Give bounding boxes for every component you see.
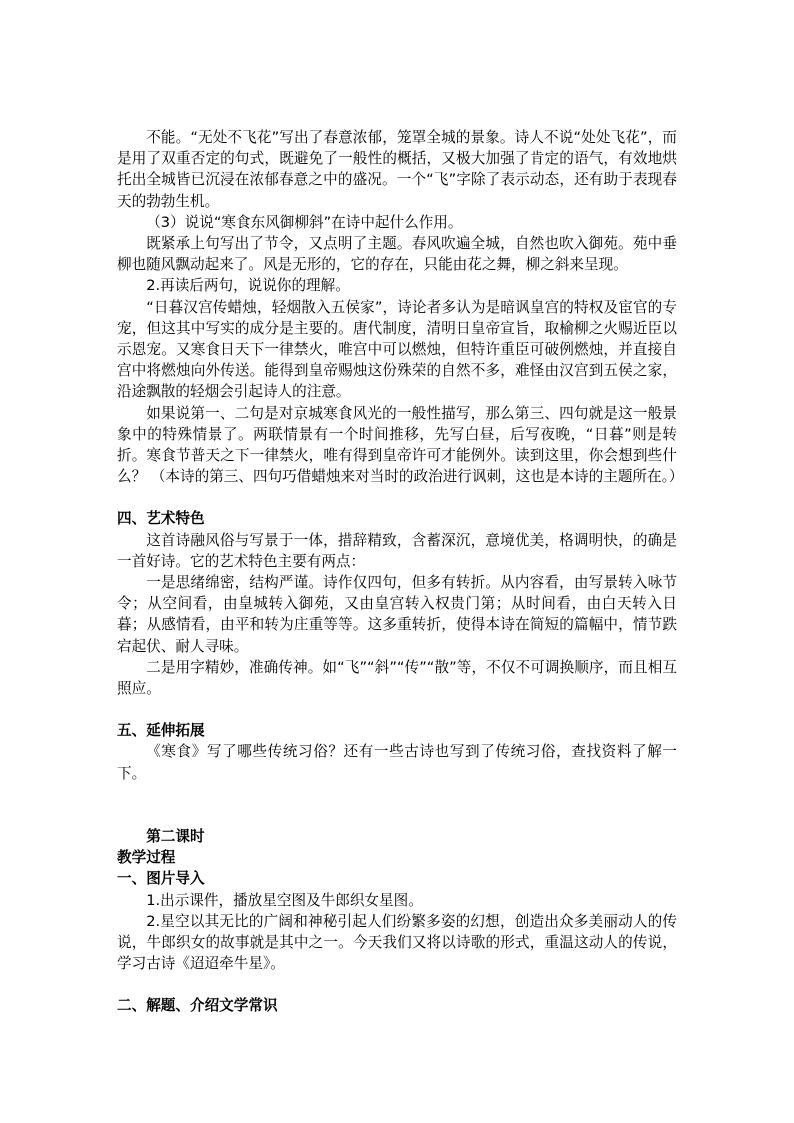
lesson-title: 第二课时 bbox=[146, 827, 205, 845]
teaching-process-heading: 教学过程 bbox=[117, 849, 176, 867]
paragraph-art-point-2: 二是用字精妙，准确传神。如“飞”“斜”“传”“散”等，不仅不可调换顺序，而且相互照应。 bbox=[117, 658, 677, 698]
paragraph-extension: 《寒食》写了哪些传统习俗？还有一些古诗也写到了传统习俗，查找资料了解一下。 bbox=[117, 743, 677, 782]
section-heading-extension: 五、延伸拓展 bbox=[117, 722, 205, 740]
section-heading-art: 四、艺术特色 bbox=[117, 510, 205, 528]
paragraph-art-point-1: 一是思绪绵密，结构严谨。诗作仅四句，但多有转折。从内容看，由写景转入咏节令；从空间看，由皇城转入御苑，又由皇宫转入权贵门第；从时间看，由白天转入日暮；从感情看，由平和转为庄重等等。这多重转折，使得本诗在简短的篇幅中，情节跌宕起伏、耐人寻味。 bbox=[117, 574, 677, 655]
list-item-courseware: 1.出示课件，播放星空图及牛郎织女星图。 bbox=[146, 891, 423, 909]
paragraph-answer-3: 既紧承上句写出了节令，又点明了主题。春风吹遍全城，自然也吹入御苑。苑中垂柳也随风飘动起来了。风是无形的，它的存在，只能由花之舞，柳之斜来呈现。 bbox=[117, 235, 677, 274]
question-3: （3）说说“寒食东风御柳斜”在诗中起什么作用。 bbox=[146, 213, 463, 231]
paragraph-fei-hua-analysis: 不能。“无处不飞花”写出了春意浓郁，笼罩全城的景象。诗人不说“处处飞花”，而是用了双重否定的句式，既避免了一般性的概括，又极大加强了肯定的语气，有效地烘托出全城皆已沉浸在浓郁春意之中的盛况。一个“飞”字除了表示动态，还有助于表现春天的勃勃生机。 bbox=[117, 129, 677, 210]
part-heading-title-explanation: 二、解题、介绍文学常识 bbox=[117, 997, 278, 1015]
paragraph-couplet-analysis: 如果说第一、二句是对京城寒食风光的一般性描写，那么第三、四句就是这一般景象中的特殊情景了。两联情景有一个时间推移，先写白昼，后写夜晚，“日暮”则是转折。寒食节普天之下一律禁火，唯有得到皇帝许可才能例外。读到这里，你会想到些什么？ （本诗的第三、四句巧借蜡烛来对当时的政治进行讽刺，这也是本诗的主题所在。） bbox=[117, 404, 684, 486]
list-item-legend-intro: 2.星空以其无比的广阔和神秘引起人们纷繁多姿的幻想，创造出众多美丽动人的传说，牛郎织女的故事就是其中之一。今天我们又将以诗歌的形式，重温这动人的传说，学习古诗《迢迢牵牛星》。 bbox=[117, 912, 677, 973]
part-heading-image-intro: 一、图片导入 bbox=[117, 870, 205, 888]
paragraph-art-intro: 这首诗融风俗与写景于一体，措辞精致，含蓄深沉，意境优美，格调明快，的确是一首好诗。它的艺术特色主要有两点： bbox=[117, 531, 677, 570]
paragraph-candle-analysis: “日暮汉宫传蜡烛，轻烟散入五侯家”，诗论者多认为是暗讽皇宫的特权及宦官的专宠，但这其中写实的成分是主要的。唐代制度，清明日皇帝宣旨，取榆柳之火赐近臣以示恩宠。又寒食日天下一律禁火，唯宫中可以燃烛，但特许重臣可破例燃烛，并直接自宫中将燃烛向外传送。能得到皇帝赐烛这份殊荣的自然不多，难怪由汉宫到五侯之家，沿途飘散的轻烟会引起诗人的注意。 bbox=[117, 298, 677, 401]
document-page bbox=[117, 127, 684, 1017]
question-reread: 2.再读后两句，说说你的理解。 bbox=[146, 277, 350, 295]
